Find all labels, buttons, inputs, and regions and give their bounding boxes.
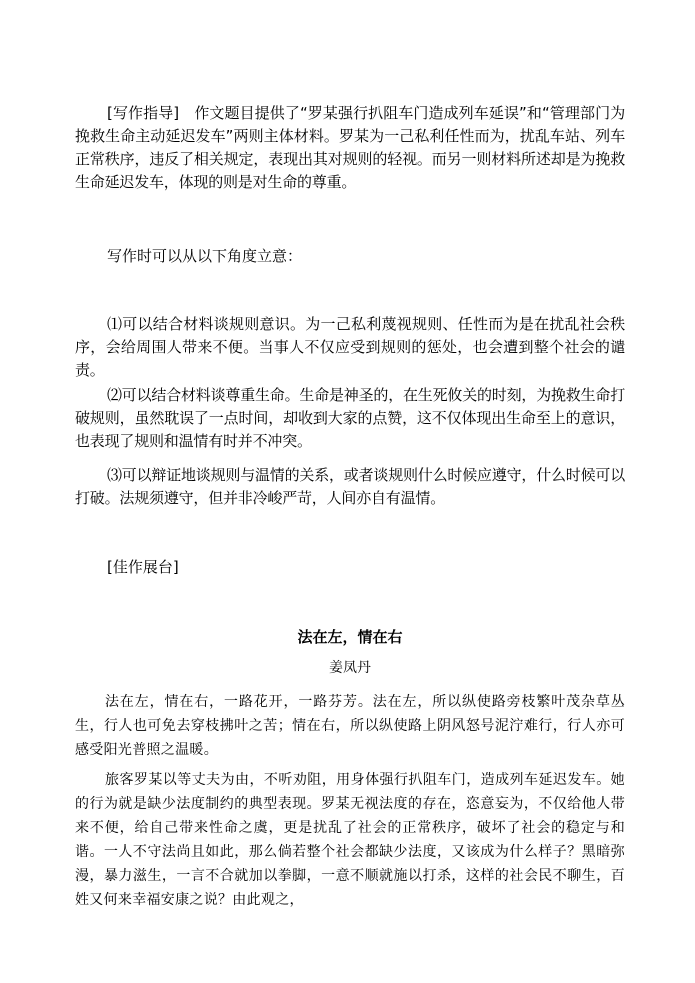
showcase-heading: [佳作展台] <box>107 558 179 576</box>
essay-title: 法在左，情在右 <box>297 628 403 646</box>
essay-author: 姜凤丹 <box>329 660 371 676</box>
essay-paragraph-2: 旅客罗某以等丈夫为由，不听劝阻，用身体强行扒阻车门，造成列车延迟发车。她的行为就是缺少法度制约的典型表现。罗某无视法度的存在，恣意妄为，不仅给他人带来不便，给自己带来性命之虞，更是扰乱了社会的正常秩序，破坏了社会的稳定与和谐。一人不守法尚且如此，那么倘若整个社会都缺少法度，又该成为什么样子？黑暗弥漫，暴力滋生，一言不合就加以拳脚，一意不顺就施以打杀，这样的社会民不聊生，百姓又何来幸福安康之说？由此观之， <box>75 772 625 908</box>
angle-point-3: ⑶可以辩证地谈规则与温情的关系，或者谈规则什么时候应遵守，什么时候可以打破。法规须遵守，但并非冷峻严苛，人间亦自有温情。 <box>75 466 626 507</box>
angle-point-1: ⑴可以结合材料谈规则意识。为一己私利蔑视规则、任性而为是在扰乱社会秩序，会给周围人带来不便。当事人不仅应受到规则的惩处，也会遭到整个社会的谴责。 <box>75 315 625 379</box>
writing-guide-paragraph: [写作指导] 作文题目提供了“罗某强行扒阻车门造成列车延误”和“管理部门为挽救生命主动延迟发车”两则主体材料。罗某为一己私利任性而为，扰乱车站、列车正常秩序，违反了相关规定，表现出其对规则的轻视。而另一则材料所述却是为挽救生命延迟发车，体现的则是对生命的尊重。 <box>75 104 625 191</box>
writing-angles-intro: 写作时可以从以下角度立意： <box>107 247 303 265</box>
angle-point-2: ⑵可以结合材料谈尊重生命。生命是神圣的，在生死攸关的时刻，为挽救生命打破规则，虽然耽误了一点时间，却收到大家的点赞，这不仅体现出生命至上的意识，也表现了规则和温情有时并不冲突。 <box>75 386 626 450</box>
essay-paragraph-1: 法在左，情在右，一路花开，一路芬芳。法在左，所以纵使路旁枝繁叶茂杂草丛生，行人也可免去穿枝拂叶之苦；情在右，所以纵使路上阴风怒号泥泞难行，行人亦可感受阳光普照之温暖。 <box>75 694 625 758</box>
